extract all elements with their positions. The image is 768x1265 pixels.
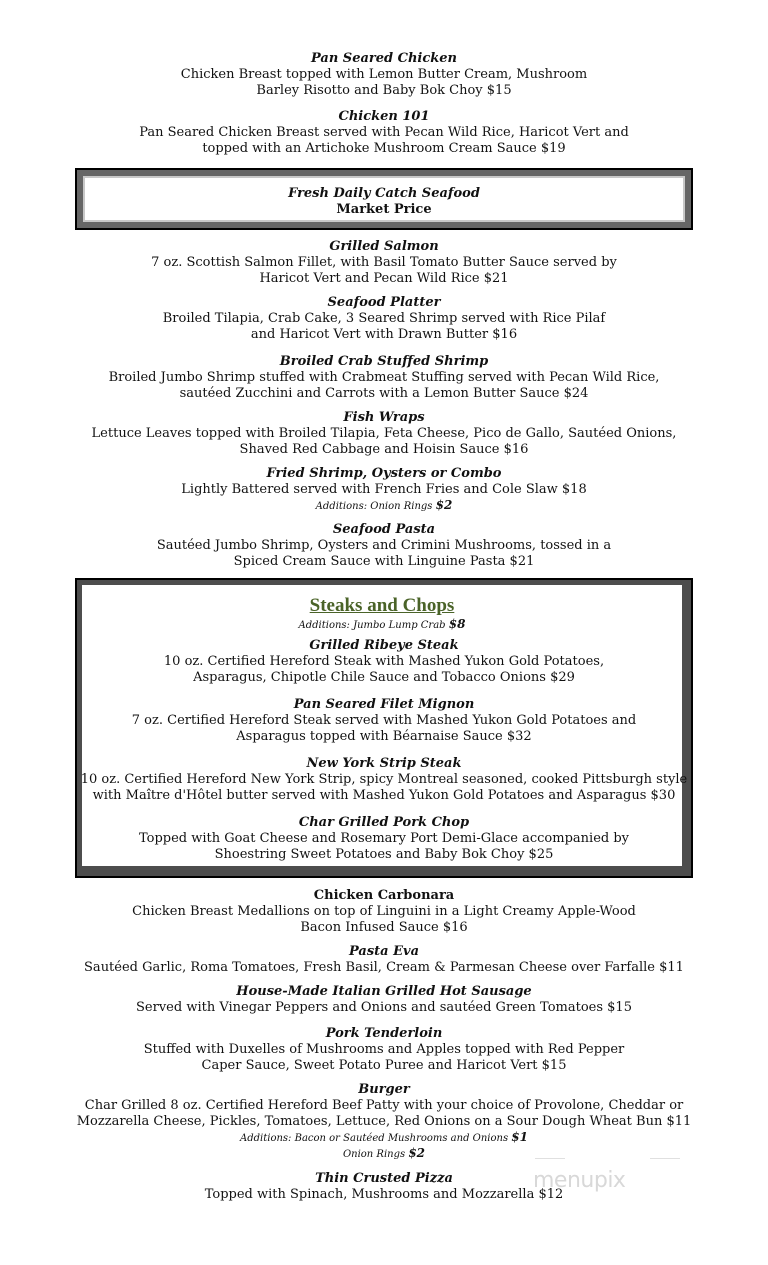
item-desc: Shoestring Sweet Potatoes and Baby Bok Choy $25 [214, 847, 554, 862]
menu-item-chicken-101 [0, 109, 768, 157]
item-desc: Topped with Goat Cheese and Rosemary Port Demi-Glace accompanied by [138, 831, 630, 846]
item-desc: Lightly Battered served with French Fries and Cole Slaw $18 [181, 482, 587, 497]
addition-price: $8 [448, 617, 466, 631]
item-desc: Haricot Vert and Pecan Wild Rice $21 [259, 271, 509, 286]
item-desc: Pan Seared Chicken Breast served with Pecan Wild Rice, Haricot Vert and [139, 125, 629, 140]
addition-price: $1 [511, 1130, 528, 1144]
item-desc: Char Grilled 8 oz. Certified Hereford Beef Patty with your choice of Provolone, Cheddar or [84, 1098, 684, 1113]
addition-price: $2 [435, 498, 453, 512]
menu-item-pan-seared-chicken [0, 51, 768, 99]
item-desc: Caper Sauce, Sweet Potato Puree and Haricot Vert $15 [201, 1058, 567, 1073]
item-desc: 7 oz. Scottish Salmon Fillet, with Basil Tomato Butter Sauce served by [151, 255, 617, 270]
item-desc: Broiled Jumbo Shrimp stuffed with Crabmeat Stuffing served with Pecan Wild Rice, [108, 370, 660, 385]
item-title: Char Grilled Pork Chop [298, 815, 470, 830]
menu-item-burger [0, 1082, 768, 1162]
menu-item-chicken-carbonara [0, 888, 768, 936]
item-title: Pan Seared Filet Mignon [293, 697, 475, 712]
menu-item-seafood-pasta [0, 522, 768, 570]
item-desc: Mozzarella Cheese, Pickles, Tomatoes, Lettuce, Red Onions on a Sour Dough Wheat Bun $11 [76, 1114, 692, 1129]
menu-item-fried-shrimp [0, 466, 768, 514]
item-title: Grilled Salmon [329, 239, 439, 254]
item-desc: Lettuce Leaves topped with Broiled Tilapia, Feta Cheese, Pico de Gallo, Sautéed Onions, [91, 426, 677, 441]
watermark-line-left [535, 1158, 565, 1159]
item-desc: with Maître d'Hôtel butter served with Mashed Yukon Gold Potatoes and Asparagus $30 [92, 788, 676, 803]
item-title: New York Strip Steak [306, 756, 462, 771]
item-title: Pork Tenderloin [325, 1026, 443, 1041]
item-desc: and Haricot Vert with Drawn Butter $16 [250, 327, 518, 342]
menu-item-broiled-crab-stuffed-shrimp [0, 354, 768, 402]
seafood-header-box [75, 168, 693, 230]
item-desc: topped with an Artichoke Mushroom Cream Sauce $19 [202, 141, 566, 156]
menu-item-pasta-eva [0, 944, 768, 976]
item-desc: Topped with Spinach, Mushrooms and Mozzarella $12 [204, 1187, 564, 1202]
item-desc: Shaved Red Cabbage and Hoisin Sauce $16 [239, 442, 529, 457]
item-desc: Chicken Breast topped with Lemon Butter Cream, Mushroom [180, 67, 588, 82]
item-title: Seafood Platter [327, 295, 441, 310]
item-title: Pasta Eva [348, 944, 419, 959]
menu-item-thin-crust-pizza [0, 1171, 768, 1203]
item-title: Chicken 101 [338, 109, 430, 124]
item-addition [0, 498, 768, 514]
addition-text: Additions: Jumbo Lump Crab [298, 620, 446, 631]
addition-price: $2 [408, 1146, 426, 1160]
menupix-watermark: menupix [533, 1168, 626, 1193]
addition-text: Onion Rings [342, 1149, 406, 1160]
item-title: Burger [358, 1082, 410, 1097]
item-title: Pan Seared Chicken [310, 51, 458, 66]
menu-item-pork-tenderloin [0, 1026, 768, 1074]
item-desc: Sautéed Garlic, Roma Tomatoes, Fresh Basil, Cream & Parmesan Cheese over Farfalle $11 [84, 960, 684, 975]
item-title: Fried Shrimp, Oysters or Combo [266, 466, 502, 481]
item-desc: Served with Vinegar Peppers and Onions and sautéed Green Tomatoes $15 [136, 1000, 632, 1015]
item-desc: Stuffed with Duxelles of Mushrooms and Apples topped with Red Pepper [143, 1042, 625, 1057]
seafood-box-title: Fresh Daily Catch Seafood [288, 186, 480, 201]
item-title: House-Made Italian Grilled Hot Sausage [236, 984, 532, 999]
menu-item-pork-chop [0, 815, 768, 863]
market-price-label: Market Price [336, 202, 432, 217]
item-desc: Sautéed Jumbo Shrimp, Oysters and Crimini Mushrooms, tossed in a [156, 538, 612, 553]
item-desc: 7 oz. Certified Hereford Steak served with Mashed Yukon Gold Potatoes and [131, 713, 637, 728]
item-title: Thin Crusted Pizza [315, 1171, 453, 1186]
item-title: Chicken Carbonara [313, 888, 455, 903]
steaks-addition [82, 617, 682, 633]
item-desc: 10 oz. Certified Hereford New York Strip, spicy Montreal seasoned, cooked Pittsburgh style [80, 772, 688, 787]
item-title: Broiled Crab Stuffed Shrimp [279, 354, 489, 369]
item-desc: Asparagus topped with Béarnaise Sauce $32 [236, 729, 532, 744]
item-title: Grilled Ribeye Steak [309, 638, 459, 653]
item-desc: Asparagus, Chipotle Chile Sauce and Tobacco Onions $29 [193, 670, 575, 685]
item-desc: 10 oz. Certified Hereford Steak with Mashed Yukon Gold Potatoes, [163, 654, 605, 669]
steaks-heading: Steaks and Chops [309, 595, 455, 616]
menu-item-fish-wraps [0, 410, 768, 458]
item-desc: sautéed Zucchini and Carrots with a Lemon Butter Sauce $24 [179, 386, 589, 401]
menu-item-grilled-salmon [0, 239, 768, 287]
item-title: Fish Wraps [343, 410, 425, 425]
item-desc: Chicken Breast Medallions on top of Linguini in a Light Creamy Apple-Wood [132, 904, 636, 919]
menu-item-hot-sausage [0, 984, 768, 1016]
addition-text: Additions: Bacon or Sautéed Mushrooms and Onions [240, 1133, 509, 1144]
addition-text: Additions: Onion Rings [315, 501, 433, 512]
item-desc: Spiced Cream Sauce with Linguine Pasta $21 [233, 554, 535, 569]
menu-item-grilled-ribeye [0, 638, 768, 686]
menu-item-new-york-strip [0, 756, 768, 804]
item-addition-2 [0, 1146, 768, 1162]
item-addition [0, 1130, 768, 1146]
item-desc: Broiled Tilapia, Crab Cake, 3 Seared Shrimp served with Rice Pilaf [162, 311, 606, 326]
item-desc: Bacon Infused Sauce $16 [300, 920, 468, 935]
menu-item-filet-mignon [0, 697, 768, 745]
menu-item-seafood-platter [0, 295, 768, 343]
watermark-line-right [650, 1158, 680, 1159]
item-title: Seafood Pasta [332, 522, 436, 537]
item-desc: Barley Risotto and Baby Bok Choy $15 [256, 83, 512, 98]
